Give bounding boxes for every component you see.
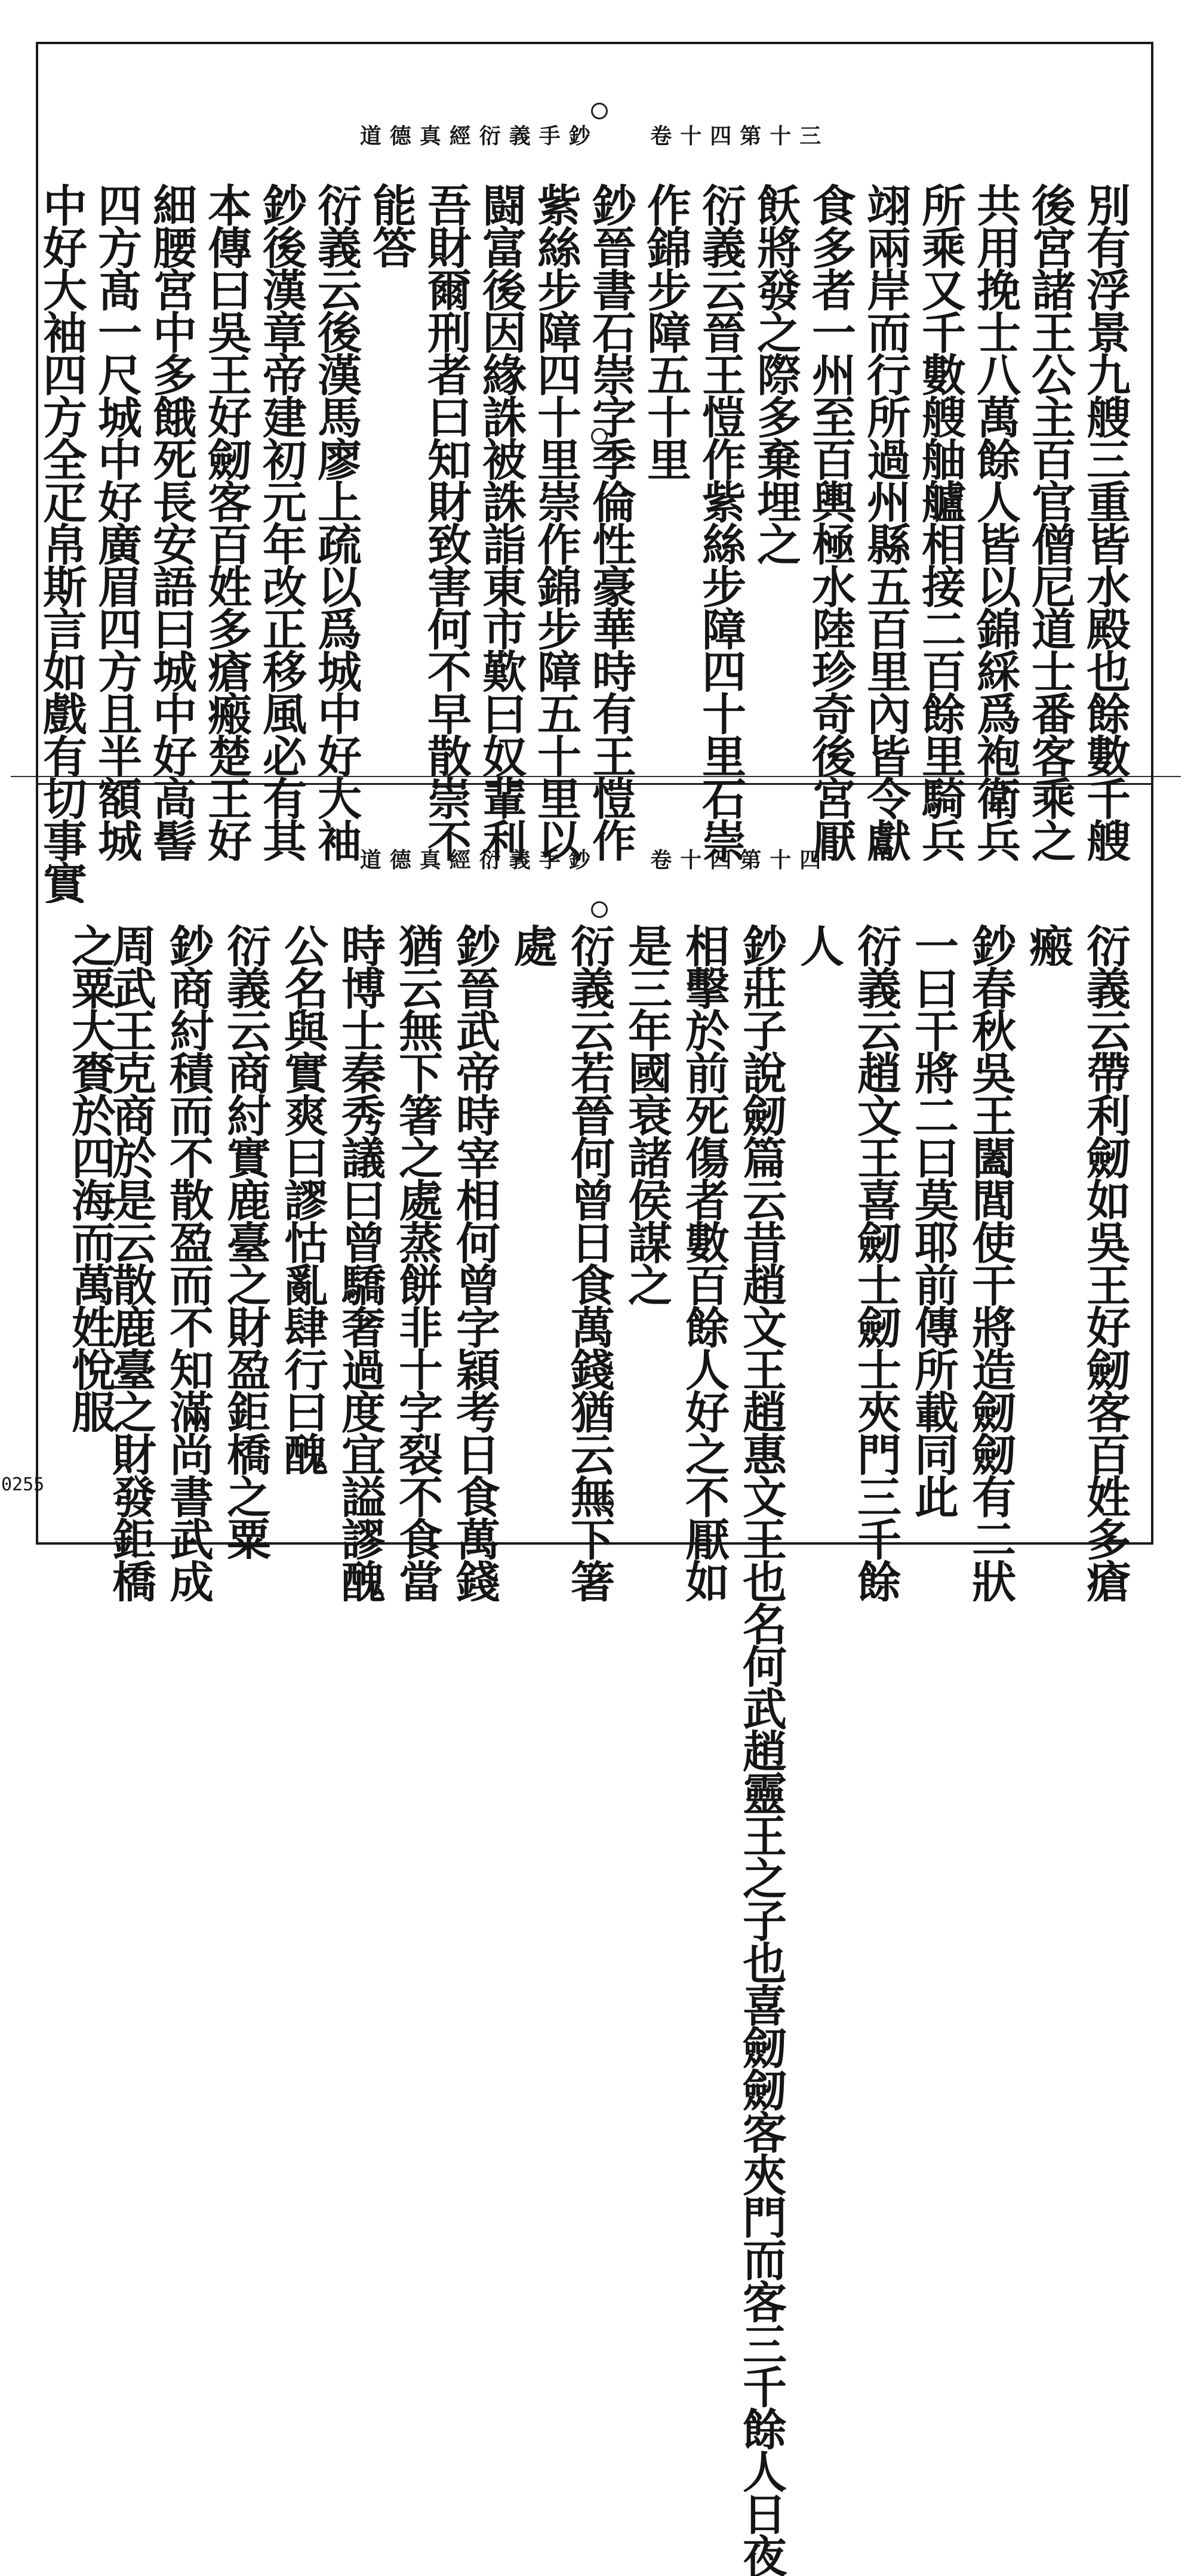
text-column: 鈔晉書石崇字季倫性豪華時有王愷作	[585, 183, 636, 861]
text-column: 周武王克商於是云散鹿臺之財發鉅橋	[105, 923, 156, 1601]
text-column: 共用挽士八萬餘人皆以錦綵爲袍衛兵	[970, 183, 1021, 861]
bottom-sheet	[36, 785, 1153, 2576]
text-column: 衍義云趙文王喜劒士劒士夾門三千餘	[850, 923, 901, 1601]
text-column: 人	[793, 923, 844, 966]
text-column: 衍義云帶利劒如吳王好劒客百姓多瘡	[1079, 923, 1131, 1601]
bottom-text-columns	[63, 923, 1132, 2576]
text-column: 所乘又千數艘舳艫相接二百餘里騎兵	[915, 183, 966, 861]
text-column: 猶云無下箸之處蒸餅非十字裂不食當	[392, 923, 443, 1601]
text-column: 鈔莊子說劒篇云昔趙文王趙惠文王也名何武趙靈王之子也喜劒劒客夾門而客三千餘人日夜	[736, 923, 787, 2576]
text-column: 相擊於前死傷者數百餘人好之不厭如	[678, 923, 730, 1601]
text-column: 中好大袖四方全疋帛斯言如戲有切事實	[36, 183, 87, 903]
text-column: 紫絲步障四十里崇作錦步障五十里以	[530, 183, 581, 861]
text-column: 鈔春秋吳王闔閭使干將造劒劒有二狀	[965, 923, 1016, 1601]
text-column: 時博士秦秀議曰曾驕奢過度宜謚謬醜	[334, 923, 386, 1601]
binding-hole-mark	[591, 901, 608, 918]
text-column: 作錦步障五十里	[640, 183, 691, 479]
text-column: 衍義云商紂實鹿臺之財盈鉅橋之粟	[220, 923, 271, 1559]
text-column: 一曰干將二曰莫耶前傳所載同此	[907, 923, 959, 1517]
text-column: 衍義云若晉何曾日食萬錢猶云無下箸	[564, 923, 615, 1601]
top-header-volume: 卷十四第十三	[650, 124, 830, 149]
text-column: 鈔後漢章帝建初元年改正移風必有其	[256, 183, 307, 861]
text-column: 瘢	[1022, 923, 1073, 966]
text-column: 食多者一州至百輿極水陸珍奇後宮厭	[805, 183, 856, 861]
text-column: 四方髙一尺城中好廣眉四方且半額城	[91, 183, 142, 861]
text-column: 衍義云後漢馬廖上疏以爲城中好大袖	[310, 183, 362, 861]
text-column: 是三年國衰諸侯謀之	[621, 923, 672, 1305]
top-header-title: 道德真經衍義手鈔	[359, 124, 599, 149]
text-column: 別有浮景九艘三重皆水殿也餘數千艘	[1079, 183, 1131, 861]
page-number: 0255	[1, 1474, 45, 1495]
text-column: 衍義云晉王愷作紫絲步障四十里石崇	[695, 183, 746, 861]
text-column: 翊兩岸而行所過州縣五百里內皆令獻	[860, 183, 911, 861]
bottom-header-volume: 卷十四第十四	[650, 848, 830, 873]
text-column: 能答	[365, 183, 417, 267]
text-column: 公名與實爽曰謬怙亂肆行曰醜	[277, 923, 328, 1474]
text-column: 後宮諸王公主百官僧尼道士番客乘之	[1024, 183, 1076, 861]
text-column: 鈔商紂積而不散盈而不知滿尚書武成	[162, 923, 214, 1601]
text-column: 飫將發之際多棄埋之	[750, 183, 801, 564]
bottom-header-title: 道德真經衍義手鈔	[359, 848, 599, 873]
text-column: 細腰宮中多餓死長安語曰城中好高髻	[146, 183, 197, 861]
top-running-header	[36, 119, 1153, 150]
text-column: 吾財爾刑者曰知財致害何不早散崇不	[420, 183, 472, 861]
binding-hole-mark	[591, 103, 608, 119]
text-column: 處	[506, 923, 558, 966]
text-column: 闘富後因緣誅被誅詣東市歎曰奴輩利	[475, 183, 527, 861]
text-column: 鈔晉武帝時宰相何曾字穎考日食萬錢	[449, 923, 500, 1601]
text-column: 之粟大賚於四海而萬姓悅服	[64, 923, 116, 1432]
bottom-running-header	[36, 843, 1153, 874]
text-column: 本傳曰吳王好劒客百姓多瘡瘢楚王好	[201, 183, 252, 861]
